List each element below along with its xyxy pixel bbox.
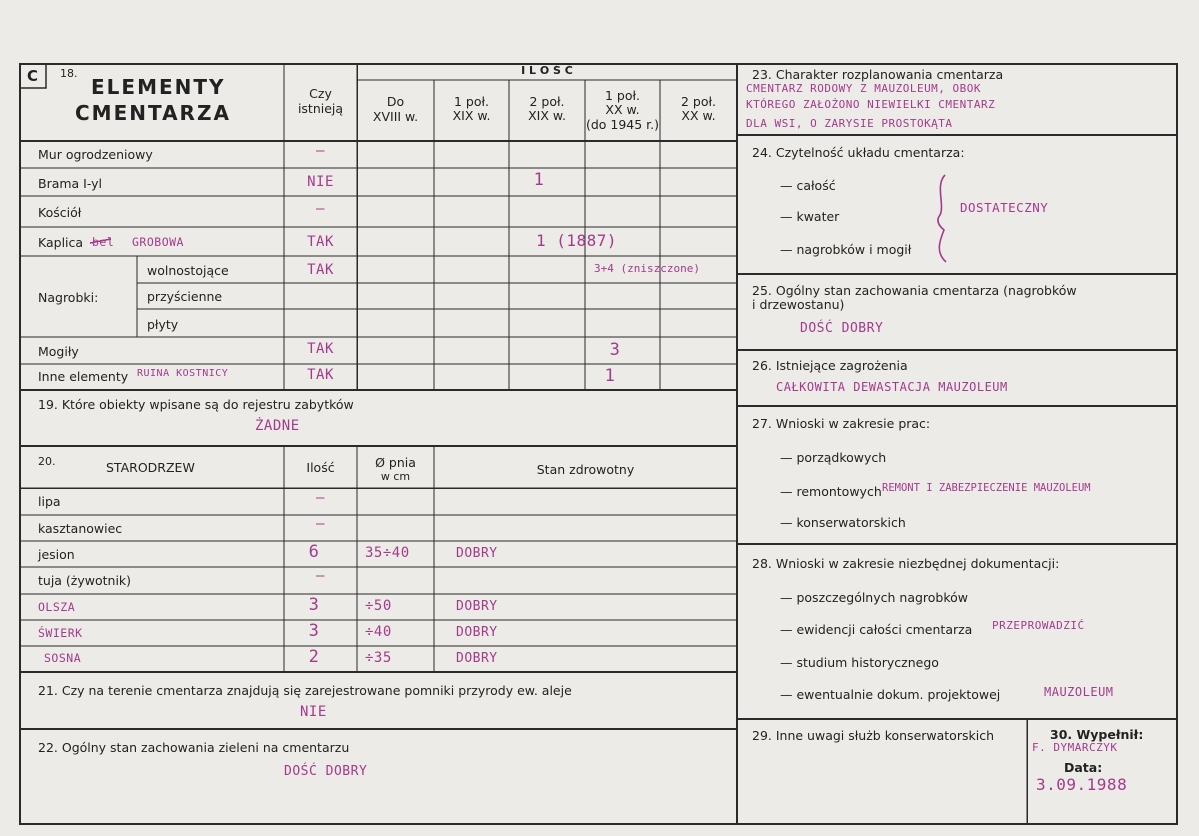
- q28-label: 28. Wnioski w zakresie niezbędnej dokumentacji:: [752, 556, 1060, 571]
- tree-diameter: ÷50: [365, 598, 392, 614]
- tree-name: jesion: [38, 547, 75, 562]
- row-inne-label: Inne elementy: [38, 369, 129, 384]
- tree-count: 3: [308, 595, 320, 615]
- tree-diameter: ÷40: [365, 624, 392, 640]
- q19-answer: ŻADNE: [255, 418, 300, 434]
- row-kaplica-exists: TAK: [307, 234, 334, 250]
- period-1b: XVIII w.: [372, 109, 419, 124]
- q22-label: 22. Ogólny stan zachowania zieleni na cmentarzu: [38, 740, 350, 755]
- period-3a: 2 poł.: [529, 94, 565, 109]
- tree-count: 2: [308, 647, 320, 667]
- q21-label: 21. Czy na terenie cmentarza znajdują się zarejestrowane pomniki przyrody ew. aleje: [38, 683, 572, 698]
- trees-header: STARODRZEW: [106, 460, 195, 475]
- row-mogily-value: 3: [609, 340, 621, 360]
- q27-label: 27. Wnioski w zakresie prac:: [752, 416, 931, 431]
- tree-name: SOSNA: [44, 651, 82, 665]
- section-number: 18.: [60, 67, 78, 80]
- q19-label: 19. Które obiekty wpisane są do rejestru zabytków: [38, 397, 354, 412]
- q27-item: — remontowych: [780, 484, 882, 499]
- row-kaplica-label: Kaplica: [38, 235, 84, 250]
- row-mur-label: Mur ogrodzeniowy: [38, 147, 153, 162]
- period-5b: XX w.: [681, 108, 716, 123]
- q28-proj-answer: MAUZOLEUM: [1044, 685, 1114, 699]
- q23-answer-2: KTÓREGO ZAŁOŻONO NIEWIELKI CMENTARZ: [746, 98, 996, 111]
- q26-answer: CAŁKOWITA DEWASTACJA MAUZOLEUM: [776, 380, 1008, 394]
- q24-item: — nagrobków i mogił: [780, 242, 912, 257]
- q27-item: — porządkowych: [780, 450, 887, 465]
- period-1a: Do: [386, 94, 405, 109]
- trees-col-health: Stan zdrowotny: [536, 462, 635, 477]
- row-plyty-label: płyty: [147, 317, 179, 332]
- tree-health: DOBRY: [456, 651, 498, 666]
- period-3b: XIX w.: [528, 108, 566, 123]
- q21-answer: NIE: [300, 704, 327, 720]
- section-letter: C: [27, 67, 39, 85]
- row-mur-exists: —: [316, 143, 325, 159]
- tree-diameter: ÷35: [365, 650, 392, 666]
- q24-answer: DOSTATECZNY: [960, 200, 1049, 215]
- period-5a: 2 poł.: [680, 94, 717, 109]
- q24-item: — całość: [780, 178, 836, 193]
- row-brama-value: 1: [533, 170, 545, 190]
- tree-count: —: [316, 516, 325, 532]
- tree-count: 3: [308, 621, 320, 641]
- tree-count: —: [316, 490, 325, 506]
- q23-answer-3: DLA WSI, O ZARYSIE PROSTOKĄTA: [746, 117, 953, 130]
- q28-item: — studium historycznego: [780, 655, 939, 670]
- tree-count: 6: [308, 542, 320, 562]
- row-kosciol-exists: —: [316, 201, 325, 217]
- col-exists-2: istnieją: [297, 101, 344, 116]
- row-kaplica-value: 1 (1887): [536, 231, 618, 250]
- row-brama-label: Brama I-yl: [38, 176, 103, 191]
- q28-ewid-answer: PRZEPROWADZIĆ: [992, 619, 1085, 632]
- period-4b: XX w.: [605, 102, 640, 117]
- tree-name: ŚWIERK: [38, 626, 83, 640]
- q23-answer-1: CMENTARZ RODOWY Z MAUZOLEUM, OBOK: [746, 82, 982, 95]
- trees-col-count: Ilość: [306, 460, 335, 475]
- period-2a: 1 poł.: [453, 94, 490, 109]
- q29-label: 29. Inne uwagi służb konserwatorskich: [752, 728, 994, 743]
- q30-name: F. DYMARCZYK: [1032, 741, 1118, 754]
- q30-label: 30. Wypełnił:: [1050, 727, 1144, 742]
- row-inne-value: 1: [604, 366, 616, 386]
- row-przysc-label: przyścienne: [147, 289, 223, 304]
- tree-health: DOBRY: [456, 625, 498, 640]
- q24-label: 24. Czytelność układu cmentarza:: [752, 145, 965, 160]
- q30-date-label: Data:: [1064, 760, 1103, 775]
- period-4c: (do 1945 r.): [585, 117, 660, 132]
- q28-item: — ewidencji całości cmentarza: [780, 622, 973, 637]
- col-exists-1: Czy: [309, 86, 332, 101]
- trees-col-diam-2: w cm: [380, 470, 411, 483]
- tree-health: DOBRY: [456, 546, 498, 561]
- q25-answer: DOŚĆ DOBRY: [800, 321, 884, 336]
- form-title-1: ELEMENTY: [91, 75, 226, 99]
- nagrobki-label: Nagrobki:: [38, 290, 99, 305]
- row-mogily-label: Mogiły: [38, 344, 79, 359]
- row-kaplica-hand: GROBOWA: [132, 235, 184, 249]
- period-2b: XIX w.: [452, 108, 491, 123]
- row-brama-exists: NIE: [307, 174, 334, 190]
- q22-answer: DOŚĆ DOBRY: [284, 764, 368, 779]
- q26-label: 26. Istniejące zagrożenia: [752, 358, 908, 373]
- ilosc-header: I L O Ś Ć: [521, 64, 573, 77]
- q30-date: 3.09.1988: [1036, 775, 1128, 794]
- q28-item: — poszczególnych nagrobków: [780, 590, 969, 605]
- trees-col-diam-1: Ø pnia: [375, 455, 416, 470]
- tree-health: DOBRY: [456, 599, 498, 614]
- trees-number: 20.: [38, 455, 56, 468]
- tree-count: —: [316, 568, 325, 584]
- row-wolno-label: wolnostojące: [147, 263, 229, 278]
- q23-label: 23. Charakter rozplanowania cmentarza: [752, 67, 1004, 82]
- tree-name: lipa: [38, 494, 61, 509]
- form-title-2: CMENTARZA: [75, 101, 231, 125]
- tree-diameter: 35÷40: [365, 545, 410, 561]
- row-kosciol-label: Kościół: [38, 205, 82, 220]
- tree-name: OLSZA: [38, 600, 76, 614]
- row-inne-hand: RUINA KOSTNICY: [137, 368, 229, 379]
- row-mogily-exists: TAK: [307, 341, 334, 357]
- period-4a: 1 poł.: [604, 88, 641, 103]
- row-kaplica-struck: bel: [92, 235, 115, 249]
- q25-label-1: 25. Ogólny stan zachowania cmentarza (nagrobków: [752, 283, 1077, 298]
- row-wolno-value: 3+4 (zniszczone): [594, 262, 700, 275]
- q27-item: — konserwatorskich: [780, 515, 906, 530]
- q27-remont-answer: REMONT I ZABEZPIECZENIE MAUZOLEUM: [882, 482, 1091, 494]
- q24-item: — kwater: [780, 209, 840, 224]
- q28-item: — ewentualnie dokum. projektowej: [780, 687, 1001, 702]
- tree-name: tuja (żywotnik): [38, 573, 132, 588]
- tree-name: kasztanowiec: [38, 521, 123, 536]
- q25-label-2: i drzewostanu): [752, 297, 845, 312]
- row-wolno-exists: TAK: [307, 262, 334, 278]
- row-inne-exists: TAK: [307, 367, 334, 383]
